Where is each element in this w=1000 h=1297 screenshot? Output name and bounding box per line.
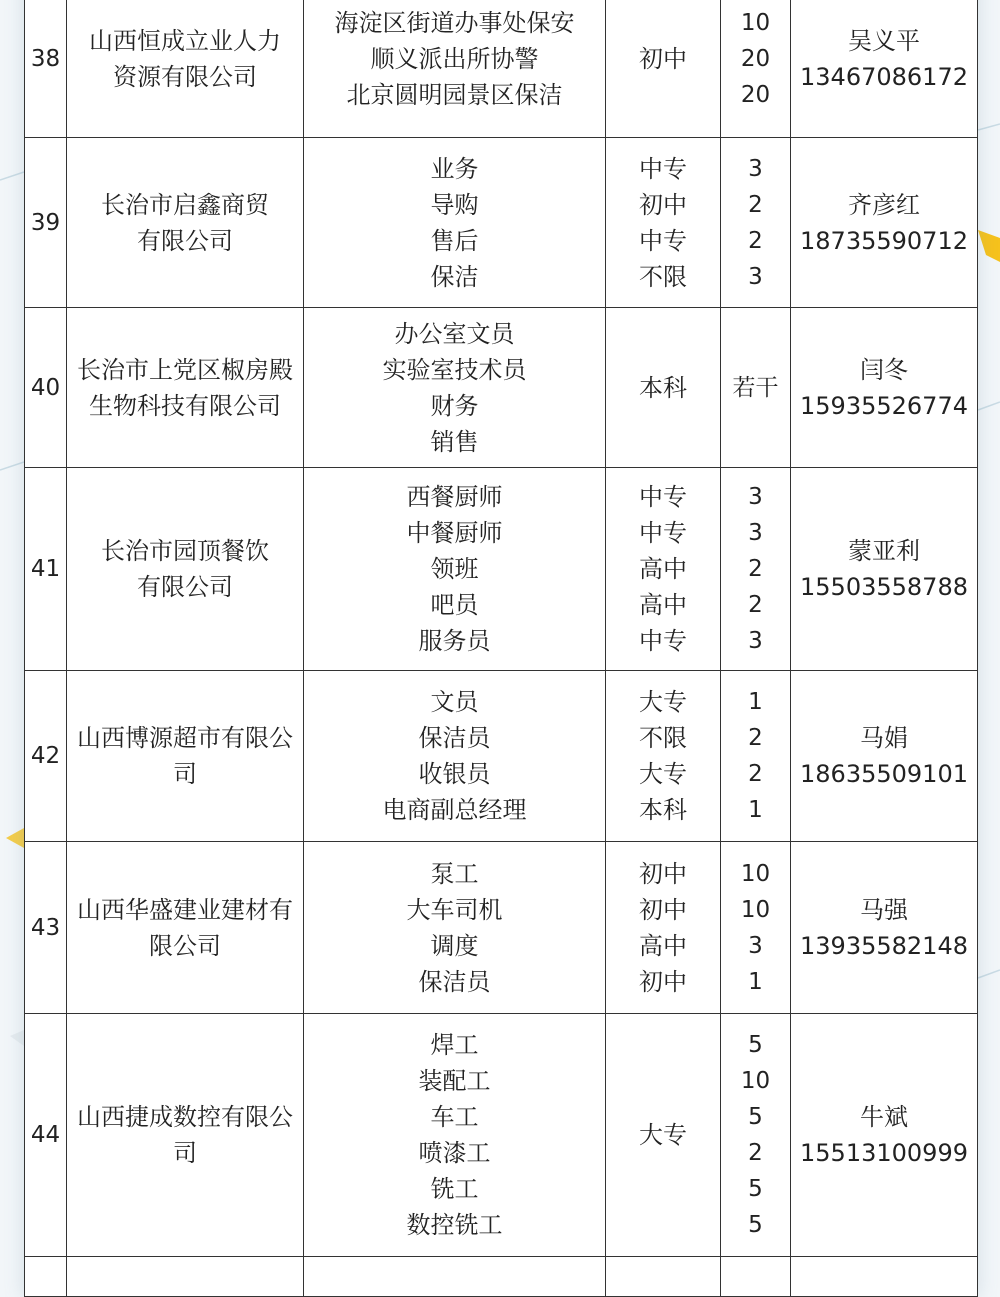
headcount-list-line: 3 bbox=[748, 932, 763, 959]
position-list-line: 中餐厨师 bbox=[406, 519, 503, 547]
company-name-line: 生物科技有限公司 bbox=[89, 391, 281, 420]
contact-info-line: 15935526774 bbox=[800, 391, 968, 420]
row-number-line: 43 bbox=[30, 914, 61, 941]
position-list-cell bbox=[304, 1014, 606, 1257]
position-list-line: 服务员 bbox=[418, 627, 491, 655]
contact-info-line: 吴义平 bbox=[848, 27, 920, 55]
headcount-list-cell bbox=[721, 138, 791, 308]
company-name-line: 长治市园顶餐饮 bbox=[101, 537, 269, 565]
position-list-line: 办公室文员 bbox=[394, 319, 515, 348]
headcount-list-line: 1 bbox=[748, 797, 763, 823]
deco-line-right-low bbox=[978, 970, 1000, 978]
position-list-line: 调度 bbox=[430, 931, 479, 960]
table-row bbox=[25, 308, 978, 468]
company-name-line: 山西捷成数控有限公 bbox=[77, 1103, 293, 1131]
education-list-line: 初中 bbox=[639, 45, 687, 73]
headcount-list-line: 10 bbox=[740, 896, 771, 923]
recruitment-table bbox=[24, 0, 978, 1297]
contact-info-line: 闫冬 bbox=[860, 355, 908, 384]
company-name-line: 长治市启鑫商贸 bbox=[101, 190, 269, 219]
row-number-line: 40 bbox=[30, 374, 61, 401]
education-list-cell bbox=[606, 671, 721, 842]
position-list-cell bbox=[304, 671, 606, 842]
row-number-cell bbox=[25, 468, 67, 671]
company-name-line: 有限公司 bbox=[137, 226, 233, 255]
position-list-cell bbox=[304, 468, 606, 671]
headcount-list-cell bbox=[721, 308, 791, 468]
education-list-line: 大专 bbox=[639, 1121, 687, 1149]
contact-info-cell bbox=[791, 468, 978, 671]
headcount-list-line: 10 bbox=[740, 860, 771, 887]
contact-info-line: 马强 bbox=[860, 895, 908, 924]
education-list-line: 大专 bbox=[639, 688, 687, 716]
contact-info-line: 13467086172 bbox=[800, 63, 968, 91]
company-name-line: 司 bbox=[173, 1139, 197, 1167]
education-list-line: 初中 bbox=[639, 967, 687, 996]
education-list-line: 初中 bbox=[639, 190, 687, 219]
empty-cell bbox=[606, 1257, 721, 1297]
education-list-line: 中专 bbox=[639, 483, 687, 511]
headcount-list-line: 2 bbox=[748, 227, 763, 254]
headcount-list-line: 3 bbox=[748, 520, 763, 546]
education-list-line: 不限 bbox=[639, 262, 687, 291]
education-list-cell bbox=[606, 842, 721, 1014]
headcount-list-line: 2 bbox=[748, 592, 763, 618]
company-name-cell bbox=[67, 138, 304, 308]
headcount-list-line: 3 bbox=[748, 263, 763, 290]
row-number-line: 39 bbox=[30, 209, 61, 236]
deco-line-right-top bbox=[978, 124, 1000, 130]
education-list-line: 中专 bbox=[639, 226, 687, 255]
table-row bbox=[25, 1014, 978, 1257]
headcount-list-cell bbox=[721, 468, 791, 671]
contact-info-cell bbox=[791, 0, 978, 138]
row-number-cell bbox=[25, 0, 67, 138]
headcount-list-line: 20 bbox=[740, 82, 771, 108]
headcount-list-line: 10 bbox=[740, 10, 771, 36]
empty-cell bbox=[304, 1257, 606, 1297]
deco-yellow-shard-left-low bbox=[10, 1030, 24, 1046]
company-name-line: 山西博源超市有限公 bbox=[77, 724, 293, 752]
company-name-line: 资源有限公司 bbox=[113, 63, 257, 91]
headcount-list-line: 1 bbox=[748, 689, 763, 715]
education-list-cell bbox=[606, 1014, 721, 1257]
education-list-line: 初中 bbox=[639, 859, 687, 888]
company-name-line: 限公司 bbox=[149, 931, 221, 960]
position-list-line: 财务 bbox=[430, 391, 479, 420]
position-list-line: 销售 bbox=[430, 427, 479, 456]
headcount-list-line: 2 bbox=[748, 725, 763, 751]
education-list-cell bbox=[606, 468, 721, 671]
position-list-line: 泵工 bbox=[430, 859, 479, 888]
headcount-list-line: 5 bbox=[748, 1104, 763, 1130]
position-list-line: 保洁员 bbox=[418, 724, 491, 752]
row-number-cell bbox=[25, 138, 67, 308]
position-list-line: 喷漆工 bbox=[418, 1139, 491, 1167]
table-row bbox=[25, 671, 978, 842]
recruitment-table-container bbox=[24, 0, 978, 1297]
education-list-line: 中专 bbox=[639, 627, 687, 655]
education-list-line: 大专 bbox=[639, 760, 687, 788]
position-list-line: 顺义派出所协警 bbox=[370, 45, 539, 73]
education-list-line: 本科 bbox=[639, 796, 687, 824]
education-list-line: 本科 bbox=[639, 373, 687, 402]
education-list-line: 高中 bbox=[639, 931, 687, 960]
company-name-cell bbox=[67, 671, 304, 842]
position-list-line: 焊工 bbox=[430, 1031, 479, 1059]
row-number-cell bbox=[25, 842, 67, 1014]
headcount-list-line: 10 bbox=[740, 1068, 771, 1094]
contact-info-line: 15503558788 bbox=[800, 573, 968, 601]
deco-line-right-mid bbox=[978, 402, 1000, 410]
deco-line-left-top bbox=[0, 172, 24, 180]
contact-info-line: 牛斌 bbox=[860, 1103, 908, 1131]
education-list-cell bbox=[606, 0, 721, 138]
empty-cell bbox=[67, 1257, 304, 1297]
education-list-line: 不限 bbox=[639, 724, 687, 752]
contact-info-cell bbox=[791, 308, 978, 468]
contact-info-line: 马娟 bbox=[860, 724, 908, 752]
position-list-line: 售后 bbox=[430, 226, 479, 255]
company-name-cell bbox=[67, 842, 304, 1014]
deco-line-left-mid bbox=[0, 462, 24, 470]
row-number-line: 38 bbox=[30, 46, 61, 72]
empty-cell bbox=[25, 1257, 67, 1297]
headcount-list-line: 2 bbox=[748, 761, 763, 787]
education-list-cell bbox=[606, 138, 721, 308]
headcount-list-cell bbox=[721, 842, 791, 1014]
education-list-line: 高中 bbox=[639, 591, 687, 619]
headcount-list-line: 3 bbox=[748, 628, 763, 654]
headcount-list-line: 5 bbox=[748, 1212, 763, 1238]
empty-cell bbox=[791, 1257, 978, 1297]
contact-info-line: 18735590712 bbox=[800, 226, 968, 255]
position-list-line: 领班 bbox=[430, 555, 479, 583]
headcount-list-line: 3 bbox=[748, 155, 763, 182]
deco-yellow-shard-left bbox=[6, 828, 24, 848]
education-list-line: 高中 bbox=[639, 555, 687, 583]
position-list-cell bbox=[304, 842, 606, 1014]
contact-info-line: 蒙亚利 bbox=[848, 537, 920, 565]
headcount-list-line: 2 bbox=[748, 1140, 763, 1166]
company-name-line: 有限公司 bbox=[137, 573, 233, 601]
contact-info-cell bbox=[791, 138, 978, 308]
contact-info-cell bbox=[791, 842, 978, 1014]
position-list-line: 文员 bbox=[430, 688, 479, 716]
position-list-line: 车工 bbox=[430, 1103, 479, 1131]
contact-info-line: 15513100999 bbox=[800, 1139, 968, 1167]
headcount-list-line: 2 bbox=[748, 191, 763, 218]
table-row-partial bbox=[25, 1257, 978, 1297]
headcount-list-line: 20 bbox=[740, 46, 771, 72]
headcount-list-line: 若干 bbox=[732, 374, 779, 401]
position-list-line: 电商副总经理 bbox=[382, 796, 527, 824]
contact-info-line: 齐彦红 bbox=[848, 190, 920, 219]
company-name-cell bbox=[67, 0, 304, 138]
position-list-line: 吧员 bbox=[430, 591, 479, 619]
position-list-line: 铣工 bbox=[430, 1175, 479, 1203]
position-list-line: 导购 bbox=[430, 190, 479, 219]
position-list-line: 装配工 bbox=[418, 1067, 491, 1095]
empty-cell bbox=[721, 1257, 791, 1297]
contact-info-cell bbox=[791, 1014, 978, 1257]
headcount-list-line: 5 bbox=[748, 1176, 763, 1202]
position-list-line: 保洁 bbox=[430, 262, 479, 291]
education-list-line: 中专 bbox=[639, 519, 687, 547]
row-number-cell bbox=[25, 308, 67, 468]
position-list-line: 保洁员 bbox=[418, 967, 491, 996]
education-list-line: 初中 bbox=[639, 895, 687, 924]
headcount-list-line: 1 bbox=[748, 968, 763, 995]
company-name-line: 司 bbox=[173, 760, 197, 788]
position-list-cell bbox=[304, 308, 606, 468]
row-number-line: 42 bbox=[30, 743, 61, 769]
position-list-line: 业务 bbox=[430, 154, 479, 183]
position-list-line: 收银员 bbox=[418, 760, 491, 788]
position-list-line: 西餐厨师 bbox=[406, 483, 503, 511]
deco-yellow-shard-right bbox=[978, 230, 1000, 262]
row-number-line: 44 bbox=[30, 1122, 61, 1148]
headcount-list-cell bbox=[721, 1014, 791, 1257]
position-list-line: 大车司机 bbox=[406, 895, 503, 924]
headcount-list-line: 2 bbox=[748, 556, 763, 582]
contact-info-line: 13935582148 bbox=[800, 931, 968, 960]
row-number-line: 41 bbox=[30, 556, 61, 582]
education-list-cell bbox=[606, 308, 721, 468]
row-number-cell bbox=[25, 671, 67, 842]
contact-info-cell bbox=[791, 671, 978, 842]
contact-info-line: 18635509101 bbox=[800, 760, 968, 788]
company-name-line: 长治市上党区椒房殿 bbox=[77, 355, 293, 384]
position-list-cell bbox=[304, 0, 606, 138]
table-row bbox=[25, 138, 978, 308]
headcount-list-line: 5 bbox=[748, 1032, 763, 1058]
table-row bbox=[25, 468, 978, 671]
position-list-line: 实验室技术员 bbox=[382, 355, 527, 384]
headcount-list-cell bbox=[721, 0, 791, 138]
position-list-cell bbox=[304, 138, 606, 308]
headcount-list-cell bbox=[721, 671, 791, 842]
company-name-cell bbox=[67, 468, 304, 671]
row-number-cell bbox=[25, 1014, 67, 1257]
position-list-line: 海淀区街道办事处保安 bbox=[334, 9, 575, 37]
position-list-line: 北京圆明园景区保洁 bbox=[346, 81, 563, 109]
headcount-list-line: 3 bbox=[748, 484, 763, 510]
company-name-cell bbox=[67, 308, 304, 468]
company-name-cell bbox=[67, 1014, 304, 1257]
education-list-line: 中专 bbox=[639, 154, 687, 183]
table-row bbox=[25, 842, 978, 1014]
company-name-line: 山西恒成立业人力 bbox=[89, 27, 281, 55]
table-row bbox=[25, 0, 978, 138]
position-list-line: 数控铣工 bbox=[406, 1211, 503, 1239]
company-name-line: 山西华盛建业建材有 bbox=[77, 895, 293, 924]
